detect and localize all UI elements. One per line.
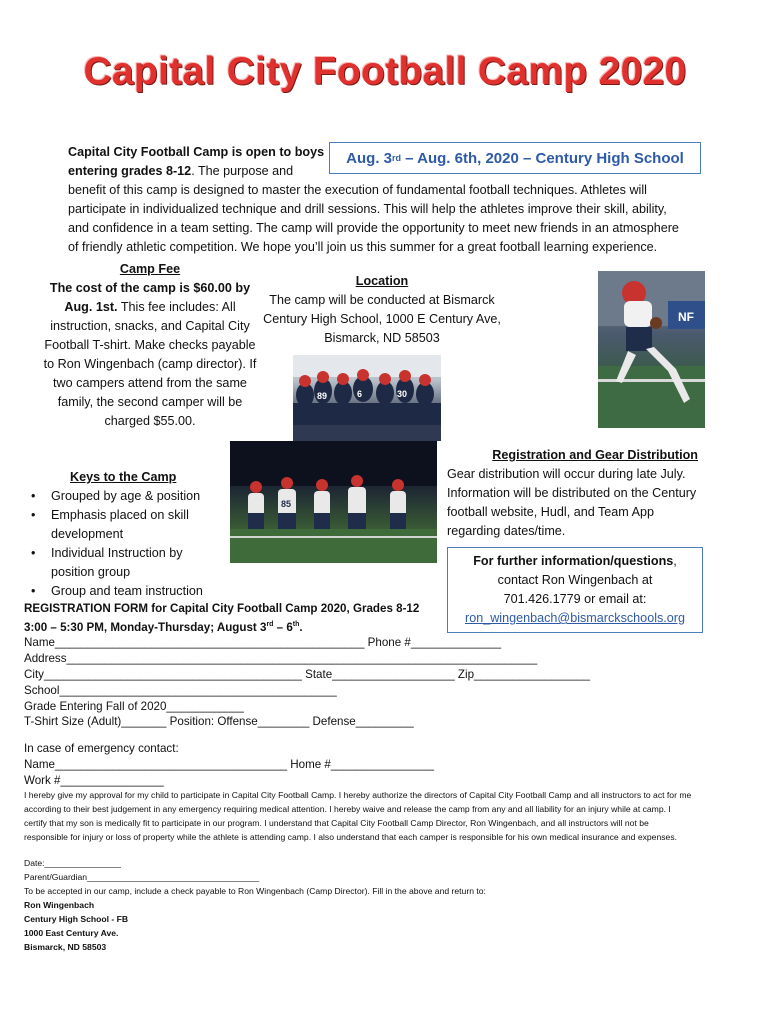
registration-line-3: football website, Hudl, and Team App [447,505,654,519]
contact-line-3: 701.426.1779 or email at: [503,592,647,606]
consent-line-2: according to their best judgement in any emergency requiring medical attention. I hereby waive and release the camp from any and all liability for an injury while at camp. I [24,804,671,814]
svg-text:85: 85 [281,499,292,509]
intro-text-1: . The purpose and [191,164,294,178]
camp-fee-section [40,260,260,431]
form-grade-line[interactable]: Grade Entering Fall of 2020____________ [24,699,244,713]
page-title: Capital City Football Camp 2020 [83,50,687,93]
camp-fee-body [40,279,260,431]
form-time [24,617,564,636]
footer-address-1: Ron Wingenbach [24,900,95,910]
intro-bold-2: entering grades 8-12 [68,164,192,178]
form-address-line[interactable]: Address_________________________________________________________________________ [24,652,538,666]
contact-email-link[interactable]: ron_wingenbach@bismarckschools.org [465,611,685,625]
intro-text-4: and confidence in a team setting. The camp will provide the opportunity to meet new friends in an atmosphere [68,221,679,235]
location-line-1: The camp will be conducted at Bismarck [269,293,495,307]
team-photo [293,355,441,441]
form-time-post: . [299,620,303,634]
footer-address-2: Century High School - FB [24,914,129,924]
contact-heading [448,552,702,571]
registration-line-4: regarding dates/time. [447,524,566,538]
keys-item: • Group and team instruction [51,582,228,601]
consent-line-4: responsible for injury or loss of property while the athlete is attending camp. I also understand that each camper is responsible for his own medical insurance and expenses. [24,832,678,842]
svg-text:6: 6 [357,389,363,399]
form-emergency-heading: In case of emergency contact: [24,742,179,756]
footer-address-4: Bismarck, ND 58503 [24,942,107,952]
date-sup: rd [392,153,401,163]
keys-item: • Emphasis placed on skill development [51,506,228,544]
registration-heading: Registration and Gear Distribution [492,448,698,462]
date-pre: Aug. 3 [346,149,392,167]
form-time-sup-2: th [292,620,300,628]
form-emergency-name-line[interactable]: Name____________________________________ Home #________________ [24,758,435,772]
footer-section [24,856,749,954]
form-school-line[interactable]: School___________________________________________ [24,683,337,697]
location-line-3: Bismarck, ND 58503 [324,331,440,345]
registration-line-1: Gear distribution will occur during late July. [447,467,686,481]
form-time-mid: – 6 [273,620,293,634]
camp-fee-text: This fee includes: All instruction, snacks, and Capital City Football T-shirt. Make checks payable to Ron Wingenbach (camp director). If two campers attend from the same family, the second camper will be charged $55.00. [43,300,257,428]
registration-section [447,446,712,541]
form-heading: REGISTRATION FORM for Capital City Football Camp 2020, Grades 8-12 [24,602,420,615]
date-box [329,142,701,174]
footer-address-3: 1000 East Century Ave. [24,928,119,938]
contact-line-2: contact Ron Wingenbach at [497,573,653,587]
form-work-line[interactable]: Work #________________ [24,773,164,787]
form-name-line[interactable]: Name________________________________________________ Phone #______________ [24,636,502,650]
intro-bold-1: Capital City Football Camp is open to boys [68,145,325,159]
contact-comma: , [673,554,677,568]
svg-text:89: 89 [317,391,328,401]
player-running-photo [598,271,705,428]
players-on-field-photo [230,441,437,563]
intro-text-5: of friendly athletic competition. We hope you’ll join us this summer for a great football learning experience. [68,240,658,254]
keys-item: • Individual Instruction by position group [51,544,228,582]
intro-text-3: participate in individualized technique and drill sessions. This will help the athletes improve their skill, ability, [68,202,667,216]
keys-heading: Keys to the Camp [70,470,177,484]
svg-text:30: 30 [397,389,408,399]
form-time-sup-1: rd [266,620,274,628]
keys-item: • Grouped by age & position [51,487,228,506]
camp-fee-heading: Camp Fee [119,262,181,276]
consent-paragraph [24,788,749,844]
form-city-line[interactable]: City________________________________________ State___________________ Zip__________________ [24,668,591,682]
location-line-2: Century High School, 1000 E Century Ave, [263,312,501,326]
footer-accept-text: To be accepted in our camp, include a check payable to Ron Wingenbach (Camp Director). Fill in the above and return to: [24,886,486,896]
svg-text:NF: NF [678,310,694,324]
footer-parent-line[interactable]: Parent/Guardian____________________________________ [24,872,260,882]
form-time-pre: 3:00 – 5:30 PM, Monday-Thursday; August 3 [24,620,267,634]
date-post: – Aug. 6th, 2020 – Century High School [401,149,684,167]
consent-line-1: I hereby give my approval for my child to participate in Capital City Football Camp. I hereby authorize the directors of Capital City Football Camp and all instructors to act for me [24,790,692,800]
location-heading: Location [355,274,409,288]
location-section [262,272,502,348]
registration-line-2: Information will be distributed on the Century [447,486,697,500]
consent-line-3: certify that my son is medically fit to participate in our program. I understand that Capital City Football Camp Director, Ron Wingenbach, and all instructors will not be [24,818,649,828]
camp-fee-bold: The cost of the camp is $60.00 by Aug. 1st. [49,281,251,314]
footer-date-line[interactable]: Date:________________ [24,858,122,868]
contact-bold: For further information/questions [473,554,674,568]
keys-list [28,487,228,601]
keys-section [28,468,228,601]
form-tshirt-line[interactable]: T-Shirt Size (Adult)_______ Position: Offense________ Defense_________ [24,715,414,729]
intro-text-2: benefit of this camp is designed to master the execution of fundamental football techniques. Athletes will [68,183,647,197]
